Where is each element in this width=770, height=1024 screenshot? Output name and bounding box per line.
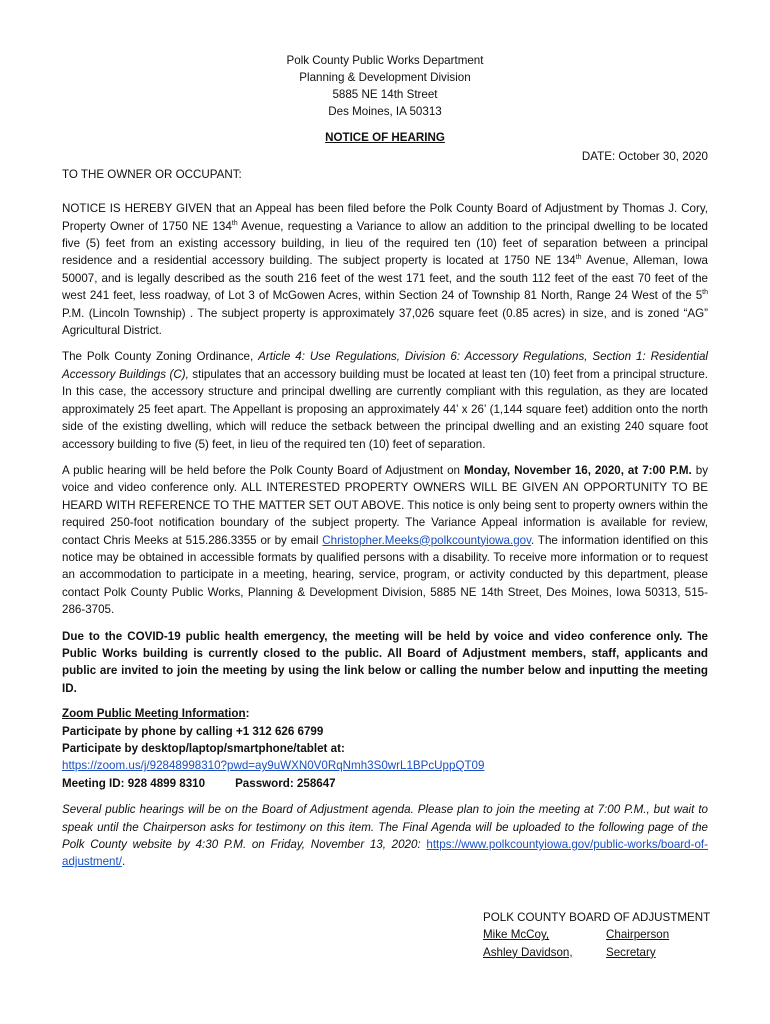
header-line-3: 5885 NE 14th Street (332, 88, 438, 101)
signature-block (483, 909, 710, 961)
signature-name: Mike McCoy, (483, 928, 550, 942)
header-line-4: Des Moines, IA 50313 (328, 105, 442, 118)
paragraph-appeal: NOTICE IS HEREBY GIVEN that an Appeal has been filed before the Polk County Board of Adjustment by Thomas J. Cory, Property Owner of 1750 NE 134th Avenue, requesting a Variance to allow an addition to the principal dwelling to be located five (5) feet from an existing accessory building, in lieu of the required ten (10) feet of separation between a principal residence and a residential accessory building. The subject property is located at 1750 NE 134th Avenue, Alleman, Iowa 50007, and is legally described as the south 216 feet of the west 171 feet, and the south 112 feet of the east 70 feet of the west 241 feet, less roadway, of Lot 3 of McGowen Acres, within Section 24 of Township 81 North, Range 24 West of the 5th P.M. (Lincoln Township) . The subject property is approximately 37,026 square feet (0.85 acres) in size, and is zoned “AG” Agricultural District. (62, 202, 708, 338)
department-header (62, 52, 708, 120)
signature-name: Ashley Davidson, (483, 945, 573, 959)
signature-row (483, 926, 710, 943)
notice-title: NOTICE OF HEARING (325, 131, 445, 144)
paragraph-hearing: A public hearing will be held before the Polk County Board of Adjustment on Monday, November 16, 2020, at 7:00 P.M. by voice and video conference only. ALL INTERESTED PROPERTY OWNERS WILL BE GIVEN AN OPPORTUNITY TO BE HEARD WITH REFERENCE TO THE MATTER SET OUT ABOVE. This notice is only being sent to property owners within the required 250-foot notification boundary of the subject property. The Variance Appeal information is available for review, contact Chris Meeks at 515.286.3355 or by email Christopher.Meeks@polkcountyiowa.gov. The information identified on this notice may be obtained in accessible formats by qualified persons with a disability. To receive more information or to request an accommodation to participate in a meeting, hearing, service, program, or activity conducted by this department, please contact Polk County Public Works, Planning & Development Division, 5885 NE 14th Street, Des Moines, Iowa 50313, 515-286-3705. (62, 463, 709, 617)
signature-org: POLK COUNTY BOARD OF ADJUSTMENT (483, 911, 711, 924)
zoom-password: Password: 258647 (235, 776, 336, 790)
email-link[interactable]: Christopher.Meeks@polkcountyiowa.gov (322, 533, 532, 547)
zoom-heading: Zoom Public Meeting Information (62, 707, 246, 721)
zoom-meeting-id: Meeting ID: 928 4899 8310 (62, 776, 206, 790)
zoom-info: Zoom Public Meeting Information: Participate by phone by calling +1 312 626 6799 Participate by desktop/laptop/smartphone/tablet at: https://zoom.us/j/92848998310?pwd=ay9uWXN0V0RqNmh3S0wrL1BPcUppQT09 Meeting ID: 928 4899 8310 Password: 258647 (62, 705, 708, 792)
header-line-1: Polk County Public Works Department (286, 54, 484, 67)
notice-date: DATE: October 30, 2020 (581, 150, 708, 164)
zoom-phone: Participate by phone by calling +1 312 626 6799 (62, 724, 324, 738)
header-line-2: Planning & Development Division (299, 71, 471, 84)
paragraph-covid: Due to the COVID-19 public health emergency, the meeting will be held by voice and video conference only. The Public Works building is currently closed to the public. All Board of Adjustment members, staff, applicants and public are invited to join the meeting by using the link below or calling the number below and inputting the meeting ID. (62, 629, 708, 695)
notice-document (62, 52, 708, 871)
paragraph-ordinance: The Polk County Zoning Ordinance, Article 4: Use Regulations, Division 6: Accessory Regulations, Section 1: Residential Accessory Buildings (C), stipulates that an accessory building must be located at least ten (10) feet from a principal structure. In this case, the accessory structure and principal dwelling are currently compliant with this regulation, as they are located approximately 25 feet apart. The Appellant is proposing an approximately 44’ x 26’ (1,144 square feet) addition onto the north side of the existing dwelling, which will reduce the setback between the principal dwelling and an existing 240 square foot accessory building to five (5) feet, in lieu of the required ten (10) feet of separation. (62, 350, 709, 451)
signature-row (483, 944, 710, 961)
agenda-link[interactable]: https://www.polkcountyiowa.gov/public-works/board-of-adjustment/ (62, 837, 708, 869)
salutation: TO THE OWNER OR OCCUPANT: (62, 167, 242, 181)
zoom-device: Participate by desktop/laptop/smartphone/tablet at: (62, 741, 345, 755)
paragraph-agenda: Several public hearings will be on the Board of Adjustment agenda. Please plan to join the meeting at 7:00 P.M., but wait to speak until the Chairperson asks for testimony on this item. The Final Agenda will be uploaded to the following page of the Polk County website by 4:30 P.M. on Friday, November 13, 2020: https://www.polkcountyiowa.gov/public-works/board-of-adjustment/. (62, 803, 708, 869)
signature-role: Chairperson (606, 928, 670, 942)
zoom-link[interactable]: https://zoom.us/j/92848998310?pwd=ay9uWXN0V0RqNmh3S0wrL1BPcUppQT09 (62, 759, 485, 773)
signature-role: Secretary (606, 945, 656, 959)
